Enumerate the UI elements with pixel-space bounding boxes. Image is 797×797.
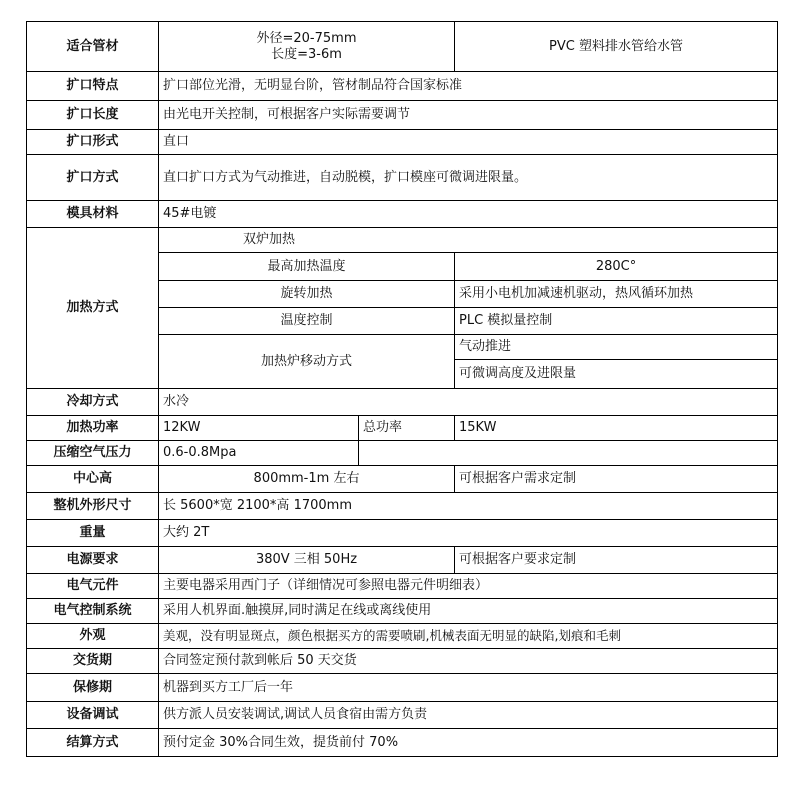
- value-size: 长 5600*宽 2100*高 1700mm: [159, 493, 778, 520]
- row-mold: [27, 201, 778, 228]
- label-air: 压缩空气压力: [27, 441, 159, 466]
- value-method: 直口扩口方式为气动推进，自动脱模，扩口模座可微调进限量。: [159, 155, 778, 201]
- value-electric: 主要电器采用西门子（详细情况可参照电器元件明细表）: [159, 574, 778, 599]
- row-form: [27, 130, 778, 155]
- value-feature: 扩口部位光滑，无明显台阶，管材制品符合国家标准: [159, 72, 778, 101]
- value-power: 12KW: [159, 416, 359, 441]
- row-cooling: [27, 389, 778, 416]
- label-form: 扩口形式: [27, 130, 159, 155]
- heating-temp-ctrl-label: 温度控制: [159, 308, 455, 335]
- label-electric: 电气元件: [27, 574, 159, 599]
- row-method: [27, 155, 778, 201]
- heating-max-temp-label: 最高加热温度: [159, 253, 455, 281]
- label-payment: 结算方式: [27, 729, 159, 757]
- value-debug: 供方派人员安装调试,调试人员食宿由需方负责: [159, 702, 778, 729]
- value-mold: 45#电镀: [159, 201, 778, 228]
- row-electric: [27, 574, 778, 599]
- row-power: [27, 416, 778, 441]
- air-empty: [359, 441, 778, 466]
- label-size: 整机外形尺寸: [27, 493, 159, 520]
- value-total-power: 15KW: [455, 416, 778, 441]
- row-warranty: [27, 674, 778, 702]
- label-cooling: 冷却方式: [27, 389, 159, 416]
- pipe-spec: [159, 22, 455, 72]
- label-power: 加热功率: [27, 416, 159, 441]
- label-weight: 重量: [27, 520, 159, 547]
- value-weight: 大约 2T: [159, 520, 778, 547]
- heating-max-temp-value: 280C°: [455, 253, 778, 281]
- pipe-material: PVC 塑料排水管给水管: [455, 22, 778, 72]
- row-size: [27, 493, 778, 520]
- value-length: 由光电开关控制，可根据客户实际需要调节: [159, 101, 778, 130]
- label-feature: 扩口特点: [27, 72, 159, 101]
- value-air: 0.6-0.8Mpa: [159, 441, 359, 466]
- label-length: 扩口长度: [27, 101, 159, 130]
- value-cooling: 水冷: [159, 389, 778, 416]
- row-feature: [27, 72, 778, 101]
- label-warranty: 保修期: [27, 674, 159, 702]
- row-debug: [27, 702, 778, 729]
- heating-dual: 双炉加热: [159, 228, 778, 253]
- heating-move-label: 加热炉移动方式: [159, 335, 455, 389]
- row-air: [27, 441, 778, 466]
- value-control: 采用人机界面.触摸屏,同时满足在线或离线使用: [159, 599, 778, 624]
- heating-move-value-1: 气动推进: [455, 335, 778, 360]
- label-mold: 模具材料: [27, 201, 159, 228]
- spec-table: [26, 21, 778, 757]
- label-delivery: 交货期: [27, 649, 159, 674]
- note-supply: 可根据客户要求定制: [455, 547, 778, 574]
- label-pipe: 适合管材: [27, 22, 159, 72]
- value-form: 直口: [159, 130, 778, 155]
- label-debug: 设备调试: [27, 702, 159, 729]
- label-control: 电气控制系统: [27, 599, 159, 624]
- label-heating: 加热方式: [27, 228, 159, 389]
- label-supply: 电源要求: [27, 547, 159, 574]
- row-weight: [27, 520, 778, 547]
- label-total-power: 总功率: [359, 416, 455, 441]
- heating-rotate-label: 旋转加热: [159, 281, 455, 308]
- row-control: [27, 599, 778, 624]
- pipe-diameter: 外径=20-75mm: [256, 30, 357, 46]
- row-supply: [27, 547, 778, 574]
- row-heating-dual: [27, 228, 778, 253]
- row-appearance: [27, 624, 778, 649]
- label-center: 中心高: [27, 466, 159, 493]
- label-appearance: 外观: [27, 624, 159, 649]
- row-delivery: [27, 649, 778, 674]
- value-warranty: 机器到买方工厂后一年: [159, 674, 778, 702]
- value-supply: 380V 三相 50Hz: [159, 547, 455, 574]
- row-center: [27, 466, 778, 493]
- value-delivery: 合同签定预付款到帐后 50 天交货: [159, 649, 778, 674]
- value-center: 800mm-1m 左右: [159, 466, 455, 493]
- heating-temp-ctrl-value: PLC 模拟量控制: [455, 308, 778, 335]
- row-pipe: [27, 22, 778, 72]
- row-length: [27, 101, 778, 130]
- heating-rotate-value: 采用小电机加减速机驱动，热风循环加热: [455, 281, 778, 308]
- row-payment: [27, 729, 778, 757]
- pipe-length: 长度=3-6m: [271, 46, 342, 62]
- label-method: 扩口方式: [27, 155, 159, 201]
- note-center: 可根据客户需求定制: [455, 466, 778, 493]
- heating-move-value-2: 可微调高度及进限量: [455, 360, 778, 389]
- value-payment: 预付定金 30%合同生效，提货前付 70%: [159, 729, 778, 757]
- value-appearance: 美观，没有明显斑点，颜色根据买方的需要喷刷,机械表面无明显的缺陷,划痕和毛刺: [159, 624, 778, 649]
